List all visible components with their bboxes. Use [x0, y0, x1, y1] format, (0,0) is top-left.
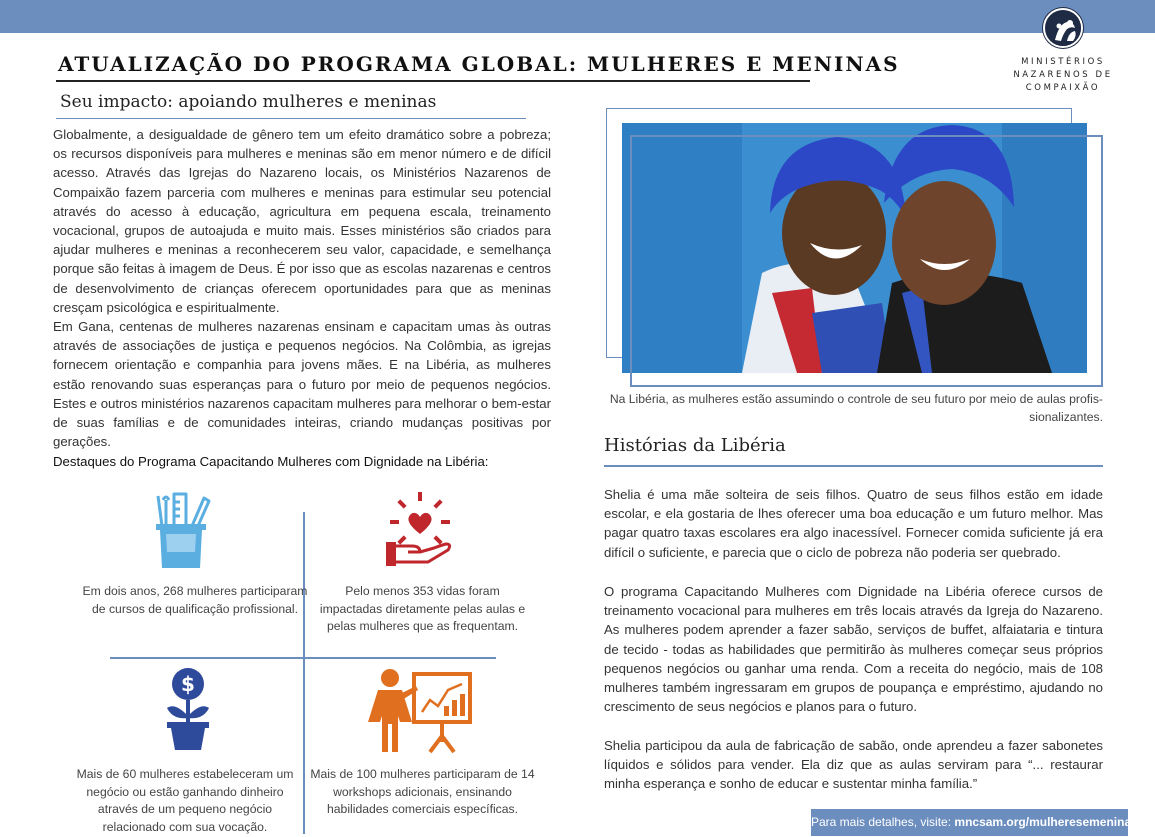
footer-link[interactable]: mncsam.org/mulheresemeninas — [954, 815, 1138, 829]
logo-line-1: MINISTÉRIOS — [1021, 57, 1105, 67]
title-divider — [56, 80, 810, 82]
impact-paragraph-1: Globalmente, a desigualdade de gênero tem um efeito dramático sobre a pobreza; os recursos disponíveis para mulheres e meninas são em menor número e de difícil acesso. Através das Igrejas do Nazareno locais, os Ministérios Nazarenos de Compaixão fazem parceria com mulheres e meninas para estimular seu potencial através do acesso à educação, agricultura em pequena escala, treinamento vocacional, grupos de autoajuda e muito mais. Esses ministérios são criados para ajudar mulheres e meninas a reconhecerem seu valor, capacidade, e semelhança porque são feitas à imagem de Deus. É por isso que as escolas nazarenas e centros de desenvolvimento de crianças oferecem oportunidades para que as meninas cresçam psicológica e espiritualmente. — [53, 127, 551, 315]
nazarene-compassion-logo-icon — [1043, 8, 1083, 48]
impact-paragraph-2: Em Gana, centenas de mulheres nazarenas ensinam e capacitam umas às outras através de associações de justiça e pequenos negócios. Na Colômbia, as igrejas fornecem orientação e companhia para jovens mães. E na Libéria, as mulheres estão renovando suas esperanças para o futuro por meio de pequenos negócios. Estes e outros ministérios nazarenos capacitam mulheres para melhorar o bem-estar de suas famílias e de comunidades inteiras, criando mudanças positivas por gerações. — [53, 319, 551, 450]
footer-prefix: Para mais detalhes, visite: — [811, 815, 955, 829]
highlight-stat-3: Mais de 60 mulheres estabeleceram um negócio ou estão ganhando dinheiro através de um pequeno negócio relacionado com sua vocação. — [76, 767, 294, 834]
ministry-logo — [1008, 8, 1118, 95]
story-paragraph-2: O programa Capacitando Mulheres com Dignidade na Libéria oferece cursos de treinamento vocacional para mulheres em três locais através da Igreja do Nazareno. As mulheres podem aprender a fazer sabão, serviços de buffet, alfaiataria e tintura de tecido - todas as habilidades que permitirão às mulheres começar seus próprios pequenos negócios ou ganhar uma renda. Com a receita do negócio, mais de 108 mulheres também ingressaram em grupos de poupança e empréstimo, ajudando no crescimento de seus negócios e planos para o futuro. — [604, 584, 1103, 715]
footer-details-banner — [811, 809, 1138, 836]
page-title: ATUALIZAÇÃO DO PROGRAMA GLOBAL: MULHERES E MENINAS — [58, 52, 900, 76]
pencil-cup-icon — [152, 492, 214, 575]
highlight-stat-2: Pelo menos 353 vidas foram impactadas diretamente pelas aulas e pelas mulheres que as frequentam. — [319, 584, 526, 634]
photo-caption: Na Libéria, as mulheres estão assumindo o controle de seu futuro por meio de aulas profis-sionalizantes. — [609, 392, 1103, 424]
logo-line-3: COMPAIXÃO — [1025, 83, 1101, 93]
svg-text:$: $ — [181, 672, 195, 696]
stories-heading: Histórias da Libéria — [604, 435, 786, 456]
hand-heart-icon — [384, 490, 456, 575]
highlight-stat-1: Em dois anos, 268 mulheres participaram de cursos de qualificação profissional. — [82, 584, 308, 616]
subtitle-divider — [56, 118, 526, 119]
impact-subtitle: Seu impacto: apoiando mulheres e meninas — [60, 92, 437, 112]
highlights-vertical-divider — [303, 512, 305, 834]
highlights-horizontal-divider — [110, 657, 496, 659]
story-paragraph-1: Shelia é uma mãe solteira de seis filhos. Quatro de seus filhos estão em idade escolar, e ela gostaria de lhes oferecer uma boa educação e um futuro melhor. Mas pagar quatro taxas escolares era algo inacessível. Fornecer comida suficiente já era difícil o suficiente, e parecia que o ciclo de pobreza não poderia ser quebrado. — [604, 487, 1103, 560]
photo-frame-outline-front — [630, 135, 1103, 387]
highlight-stat-4: Mais de 100 mulheres participaram de 14 workshops adicionais, ensinando habilidades comerciais específicas. — [310, 767, 535, 817]
stories-divider — [604, 465, 1103, 467]
highlights-heading: Destaques do Programa Capacitando Mulheres com Dignidade na Libéria: — [53, 454, 489, 469]
top-banner — [0, 0, 1155, 33]
story-paragraph-3: Shelia participou da aula de fabricação de sabão, onde aprendeu a fazer sabonetes líquidos e sólidos para vender. Ela diz que as aulas serviram para “... restaurar minha esperança e sonho de educar e sustentar minha família.” — [604, 738, 1103, 792]
logo-line-2: NAZARENOS DE — [1013, 70, 1113, 80]
presentation-board-icon — [368, 666, 476, 759]
money-plant-icon — [163, 666, 213, 757]
logo-text — [1008, 56, 1118, 95]
